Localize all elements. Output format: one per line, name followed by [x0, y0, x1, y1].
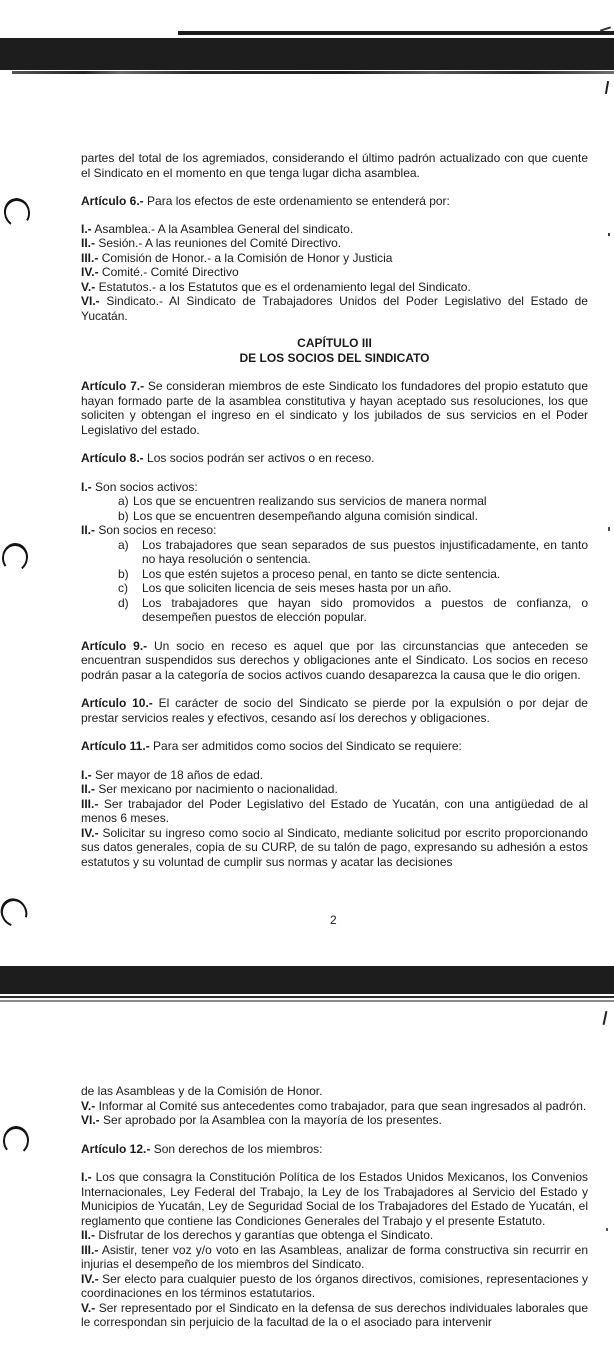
list-item: V.- Ser representado por el Sindicato en la defensa de sus derechos individuales laborales que le correspondan sin perjuicio de la facultad de la o el asociado para intervenir [81, 1300, 588, 1329]
sub-list-item: a) Los que se encuentren realizando sus servicios de manera normal [118, 494, 487, 508]
article-12: Artículo 12.- Son derechos de los miembros: [81, 1141, 323, 1156]
list-item: IV.- Comité.- Comité Directivo [81, 265, 239, 279]
article-7: Artículo 7.- Se consideran miembros de este Sindicato los fundadores del propio estatuto que hayan formado parte de la asamblea constitutiva y hayan aceptado sus resoluciones, los que soliciten y obtengan el ingreso en el sindicato y los jubilados de sus servicios en el Poder Legislativo del estado. [81, 379, 588, 437]
list-item: IV.- Solicitar su ingreso como socio al Sindicato, mediante solicitud por escrito proporcionando sus datos generales, copia de su CURP, de su talón de pago, expresando su adhesión a estos estatutos y su voluntad de cumplir sus normas y acatar las decisiones [81, 825, 588, 869]
list-item: II.- Son socios en receso: [81, 523, 217, 537]
list-item: V.- Informar al Comité sus antecedentes como trabajador, para que sean ingresados al padrón. [81, 1098, 587, 1113]
scan-artifact-mark [606, 1228, 608, 1231]
binding-hole-mark [0, 894, 32, 932]
page-number: 2 [330, 913, 337, 927]
chapter-title: CAPÍTULO III [297, 336, 372, 350]
page-3-content [81, 1084, 588, 1330]
list-item: I.- Asamblea.- A la Asamblea General del sindicato. [81, 221, 354, 236]
list-item: V.- Estatutos.- a los Estatutos que es el ordenamiento legal del Sindicato. [81, 279, 471, 294]
sub-list-item: b) Los que estén sujetos a proceso penal, en tanto se dicte sentencia. [118, 566, 501, 581]
list-item: II.- Ser mexicano por nacimiento o nacionalidad. [81, 782, 338, 796]
article-8: Artículo 8.- Los socios podrán ser activos o en receso. [81, 451, 375, 465]
article-6-label: Artículo 6.- [81, 194, 144, 208]
list-item: III.- Comisión de Honor.- a la Comisión de Honor y Justicia [81, 250, 393, 265]
binding-hole-mark [0, 541, 30, 573]
list-item: I.- Los que consagra la Constitución Política de los Estados Unidos Mexicanos, los Convenios Internacionales, Ley Federal del Trabajo, la Ley de los Trabajadores al Servicio del Estado y Municipios de Yucatán, Ley de Seguridad Social de los Trabajadores del Estado de Yucatán, el reglamento que contiene las Condiciones Generales del Trabajo y el presente Estatuto. [81, 1170, 588, 1228]
list-item: III.- Asistir, tener voz y/o voto en las Asambleas, analizar de forma constructiva sin recurrir en injurias el desempeño de los miembros del Sindicato. [81, 1242, 588, 1271]
list-item: I.- Ser mayor de 18 años de edad. [81, 767, 264, 782]
list-item: II.- Disfrutar de los derechos y garantías que obtenga el Sindicato. [81, 1228, 434, 1242]
binding-hole-mark [1, 196, 32, 230]
paragraph-continuation: partes del total de los agremiados, considerando el último padrón actualizado con que cuente el Sindicato en el momento en que tenga lugar dicha asamblea. [81, 151, 588, 180]
page-separator-bar-middle [0, 966, 614, 994]
list-item: IV.- Ser electo para cualquier puesto de los órganos directivos, comisiones, representaciones y coordinaciones en los términos estatutarios. [81, 1271, 588, 1300]
scan-artifact-mark [605, 81, 609, 94]
article-9: Artículo 9.- Un socio en receso es aquel que por las circunstancias que anteceden se encuentran suspendidos sus derechos y obligaciones ante el Sindicato. Los socios en receso podrán pasar a la categoría de socios activos cuando desaparezca la causa que le dio origen. [81, 638, 589, 682]
article-11-items [81, 768, 588, 870]
page-separator-bar-top [0, 38, 614, 70]
scan-artifact-mark [608, 233, 610, 236]
binding-hole-mark [2, 1125, 30, 1156]
list-item: III.- Ser trabajador del Poder Legislativo del Estado de Yucatán, con una antigüedad de al menos 6 meses. [81, 796, 588, 825]
sub-list-item: d) Los trabajadores que hayan sido promovidos a puestos de confianza, o desempeñen puestos de elección popular. [118, 595, 588, 624]
scan-bar-top-edge [178, 31, 614, 35]
paragraph-continuation: de las Asambleas y de la Comisión de Honor. [81, 1084, 323, 1098]
article-6: Artículo 6.- Para los efectos de este ordenamiento se entenderá por: [81, 194, 450, 208]
article-12-items [81, 1170, 588, 1330]
list-item: I.- Son socios activos: [81, 479, 198, 494]
scan-bar-middle-line-dark [0, 996, 614, 998]
scan-artifact-mark [603, 1011, 608, 1025]
scan-artifact-mark [608, 527, 610, 531]
article-6-items [81, 222, 588, 324]
sub-list-item: b) Los que se encuentren desempeñando alguna comisión sindical. [118, 508, 478, 523]
list-item: II.- Sesión.- A las reuniones del Comité Directivo. [81, 236, 342, 250]
article-11: Artículo 11.- Para ser admitidos como socios del Sindicato se requiere: [81, 739, 462, 753]
sub-list-item: c) Los que soliciten licencia de seis meses hasta por un año. [118, 581, 452, 595]
list-item: VI.- Sindicato.- Al Sindicato de Trabajadores Unidos del Poder Legislativo del Estado de Yucatán. [81, 294, 588, 323]
chapter-heading [81, 336, 588, 365]
page-2-content [81, 151, 588, 869]
article-10: Artículo 10.- El carácter de socio del Sindicato se pierde por la expulsión o por dejar de prestar servicios reales y efectivos, cesando así los derechos y obligaciones. [81, 696, 588, 725]
article-8-items [81, 480, 588, 625]
list-item: VI.- Ser aprobado por la Asamblea con la mayoría de los presentes. [81, 1113, 442, 1127]
scan-bar-top-shadow [12, 71, 614, 74]
scan-bar-middle-line-gray [0, 1000, 614, 1002]
chapter-subtitle: DE LOS SOCIOS DEL SINDICATO [239, 350, 430, 365]
sub-list-item: a) Los trabajadores que sean separados de sus puestos injustificadamente, en tanto no haya resolución o sentencia. [118, 537, 588, 566]
